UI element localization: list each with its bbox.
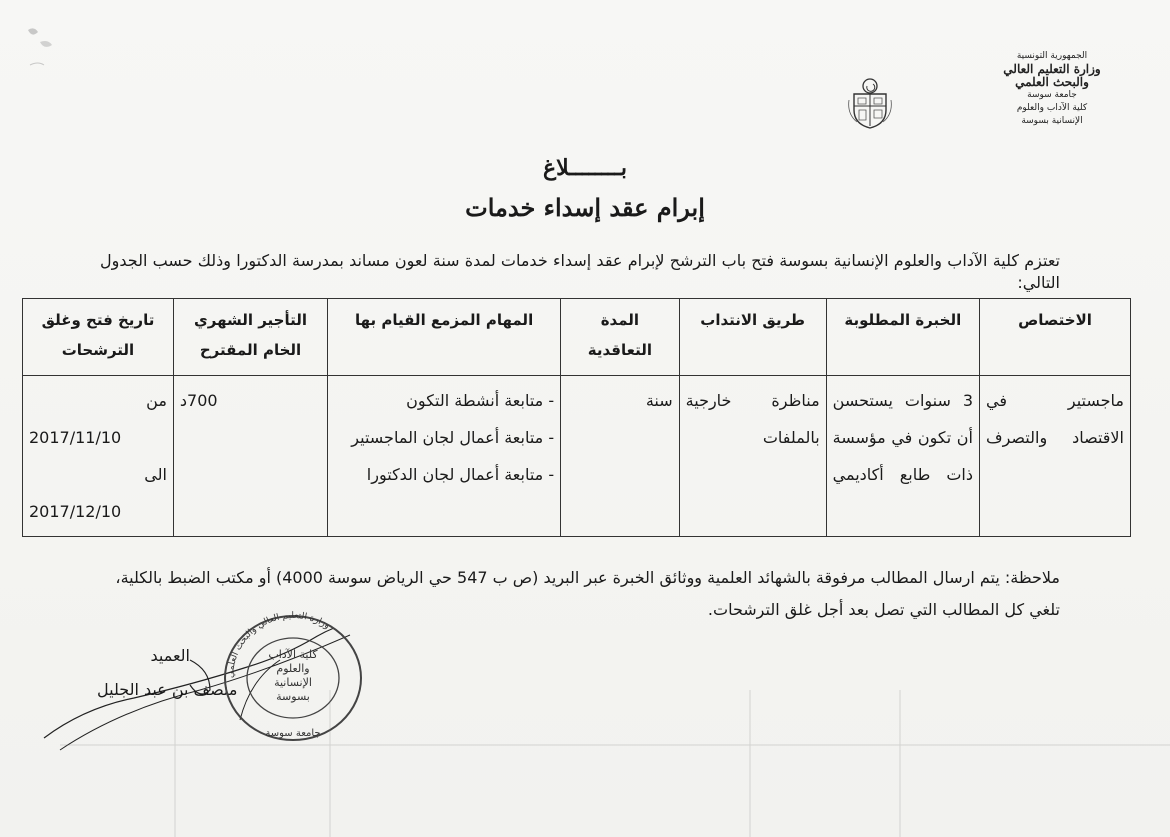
- university-label: جامعة سوسة: [1027, 90, 1077, 100]
- positions-table: [22, 298, 1131, 537]
- coat-of-arms-icon: [846, 76, 894, 130]
- header-selection: طريق الانتداب: [679, 299, 826, 376]
- header-specialty: الاختصاص: [980, 299, 1131, 376]
- note-paragraph: ملاحظة: يتم ارسال المطالب مرفوقة بالشهائد العلمية ووثائق الخبرة عبر البريد (ص ب 547 حي الرياض سوسة 4000) أو مكتب الضبط بالكلية، تلغي كل المطالب التي تصل بعد أجل غلق الترشحات.: [115, 568, 1060, 619]
- ministry-label: وزارة التعليم العالي: [1003, 62, 1101, 76]
- cell-pay: 700د: [173, 376, 327, 537]
- stamp-inner-2: والعلوم: [276, 662, 310, 675]
- faculty-label-2: الإنسانية بسوسة: [1021, 116, 1083, 126]
- letterhead: [982, 50, 1122, 128]
- cell-selection: مناظرة خارجية بالملفات: [679, 376, 826, 537]
- cell-specialty: ماجستير في الاقتصاد والتصرف: [980, 376, 1131, 537]
- stamp-inner-3: الإنسانية: [274, 676, 312, 689]
- table-row: [23, 376, 1131, 537]
- stamp-inner-1: كلية الآداب: [268, 648, 318, 661]
- stamp-bottom: جامعة سوسة: [265, 728, 321, 739]
- date-to-label: الى: [144, 465, 167, 484]
- task-item: - متابعة أعمال لجان الدكتورا: [366, 465, 555, 484]
- stamp-inner-4: بسوسة: [276, 690, 310, 703]
- header-experience: الخبرة المطلوبة: [826, 299, 979, 376]
- republic-label: الجمهورية التونسية: [1016, 51, 1088, 61]
- intro-paragraph: تعتزم كلية الآداب والعلوم الإنسانية بسوسة فتح باب الترشح لإبرام عقد إسداء خدمات لمدة سنة لعون مساند بمدرسة الدكتورا وذلك حسب الجدول التالي:: [100, 251, 1060, 292]
- date-from-label: من: [146, 391, 167, 410]
- ministry-label-2: والبحث العلمي: [1015, 75, 1089, 89]
- announcement-title: بــــــــلاغ: [543, 155, 627, 181]
- table-header-row: [23, 299, 1131, 376]
- announcement-subtitle: إبرام عقد إسداء خدمات: [465, 193, 705, 222]
- dean-name: منصف بن عبد الجليل: [97, 680, 238, 699]
- cell-tasks: [328, 376, 561, 537]
- header-pay: التأجير الشهري الخام المقترح: [173, 299, 327, 376]
- header-dates: تاريخ فتح وغلق الترشحات: [23, 299, 174, 376]
- date-from: 2017/11/10: [29, 428, 122, 447]
- faculty-label: كلية الآداب والعلوم: [1016, 103, 1088, 113]
- cell-dates: [23, 376, 174, 537]
- header-duration: المدة التعاقدية: [561, 299, 680, 376]
- bleed-through-marks: [0, 690, 1170, 837]
- dean-role: العميد: [150, 646, 190, 665]
- cell-duration: سنة: [561, 376, 680, 537]
- task-item: - متابعة أنشطة التكون: [406, 391, 555, 410]
- corner-marks: [0, 0, 100, 100]
- date-to: 2017/12/10: [29, 502, 122, 521]
- task-item: - متابعة أعمال لجان الماجستير: [351, 428, 555, 447]
- cell-experience: 3 سنوات يستحسن أن تكون في مؤسسة ذات طابع أكاديمي: [826, 376, 979, 537]
- header-tasks: المهام المزمع القيام بها: [328, 299, 561, 376]
- stamp-ring-text: وزارة التعليم العالي والبحث العلمي: [225, 610, 332, 679]
